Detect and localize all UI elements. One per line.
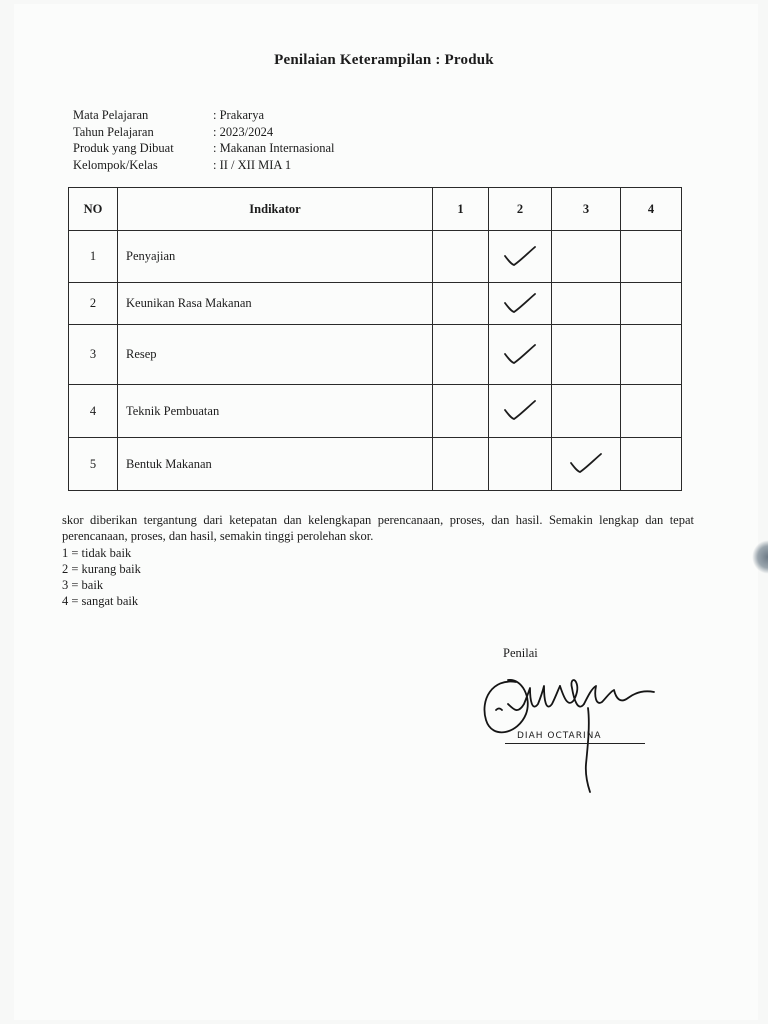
score-cell [433,325,489,385]
score-cell [489,385,552,438]
meta-info [73,107,334,173]
meta-row-class [73,157,334,174]
header-no: NO [69,188,118,231]
assessor-label: Penilai [503,646,538,660]
meta-row-year [73,124,334,141]
score-cell [621,438,682,491]
row-no: 4 [69,385,118,438]
meta-value: : II / XII MIA 1 [213,157,292,172]
score-cell [552,325,621,385]
score-cell [552,283,621,325]
check-mark-icon [502,244,538,270]
meta-label: Kelompok/Kelas [73,157,158,172]
check-mark-icon [502,342,538,368]
meta-label: Produk yang Dibuat [73,141,174,155]
score-cell [552,438,621,491]
meta-value: : Prakarya [213,108,265,122]
header-score-2: 2 [489,188,552,231]
row-indikator: Keunikan Rasa Makanan [126,296,252,310]
legend-item: 4 = sangat baik [62,594,139,608]
score-cell [489,231,552,283]
row-indikator: Penyajian [126,249,176,263]
row-no: 1 [69,231,118,283]
check-mark-icon [502,291,538,317]
row-indikator: Resep [126,347,157,361]
table-row [69,438,682,491]
check-mark-icon [502,398,538,424]
score-cell [621,385,682,438]
meta-value: : Makanan Internasional [213,141,335,155]
score-cell [433,283,489,325]
score-cell [489,325,552,385]
check-mark-icon [568,451,604,477]
scoring-note: skor diberikan tergantung dari ketepatan dan kelengkapan perencanaan, proses, dan hasil. Semakin lengkap dan tepat perencanaan, proses, dan hasil, semakin tinggi perolehan skor. [62,513,694,543]
signature-line [505,743,645,744]
score-cell [621,283,682,325]
score-cell [552,385,621,438]
legend-item: 1 = tidak baik [62,546,132,560]
score-cell [433,438,489,491]
row-no: 2 [69,283,118,325]
table-header-row [69,188,682,231]
header-score-1: 1 [433,188,489,231]
score-cell [433,385,489,438]
assessment-table [68,187,682,491]
score-cell [433,231,489,283]
legend-item: 3 = baik [62,578,104,592]
scan-edge-shadow [752,540,768,574]
page-title: Penilaian Keterampilan : Produk [274,52,494,68]
header-score-4: 4 [621,188,682,231]
row-indikator: Bentuk Makanan [126,456,212,471]
meta-label: Tahun Pelajaran [73,124,154,139]
row-no: 5 [69,438,118,491]
table-row [69,325,682,385]
table-row [69,385,682,438]
meta-label: Mata Pelajaran [73,108,149,122]
header-indikator: Indikator [118,188,433,231]
row-no: 3 [69,325,118,385]
signature-name: DIAH OCTARINA [517,731,602,741]
score-legend [62,545,141,609]
score-cell [621,325,682,385]
score-cell [552,231,621,283]
score-cell [489,438,552,491]
legend-item: 2 = kurang baik [62,562,141,576]
row-indikator: Teknik Pembuatan [126,403,220,418]
table-row [69,231,682,283]
header-score-3: 3 [552,188,621,231]
table-row [69,283,682,325]
score-cell [621,231,682,283]
meta-row-subject [73,107,334,124]
meta-row-product [73,140,334,157]
meta-value: : 2023/2024 [213,124,274,139]
score-cell [489,283,552,325]
